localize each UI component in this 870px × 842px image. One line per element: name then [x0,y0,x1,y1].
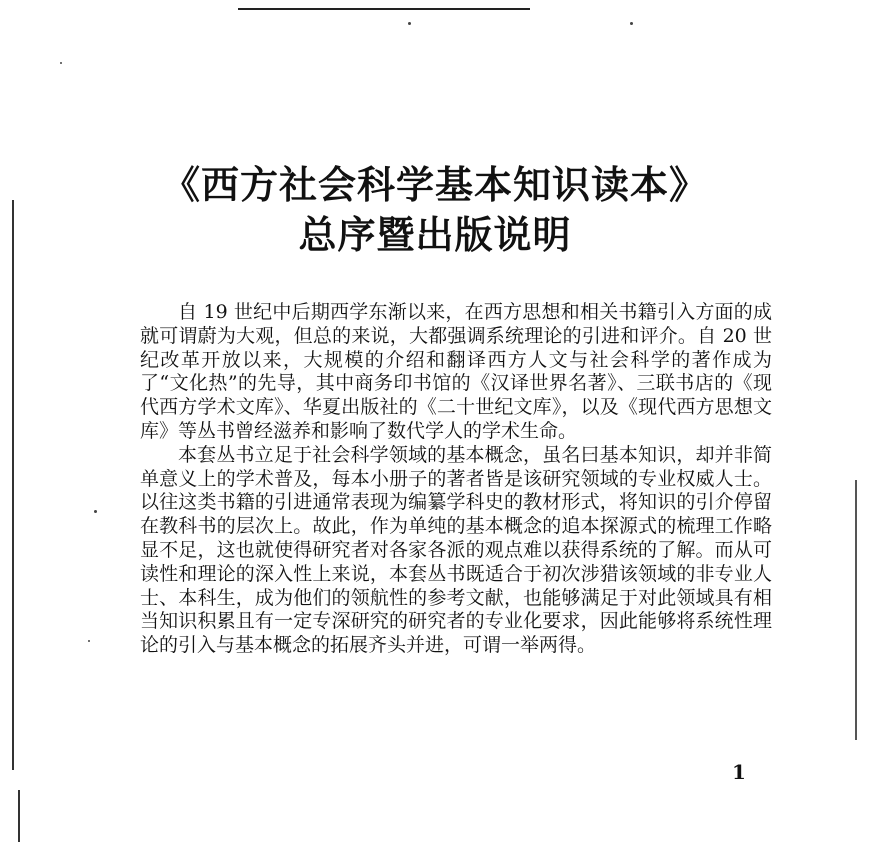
scan-top-rule [238,8,530,10]
scan-right-edge [855,480,857,740]
scan-speck [88,640,90,642]
scan-speck [408,22,411,25]
paragraph-2: 本套丛书立足于社会科学领域的基本概念，虽名曰基本知识，却并非简单意义上的学术普及，每本小册子的著者皆是该研究领域的专业权威人士。以往这类书籍的引进通常表现为编纂学科史的教材形式，将知识的引介停留在教科书的层次上。故此，作为单纯的基本概念的追本探源式的梳理工作略显不足，这也就使得研究者对各家各派的观点难以获得系统的了解。而从可读性和理论的深入性上来说，本套丛书既适合于初次涉猎该领域的非专业人士、本科生，成为他们的领航性的参考文献，也能够满足于对此领域具有相当知识积累且有一定专深研究的研究者的专业化要求，因此能够将系统性理论的引入与基本概念的拓展齐头并进，可谓一举两得。 [140,443,772,657]
preface-title: 总序暨出版说明 [298,212,572,257]
title-block [0,160,870,260]
scan-speck [630,22,633,25]
paragraph-1: 自 19 世纪中后期西学东渐以来，在西方思想和相关书籍引入方面的成就可谓蔚为大观，但总的来说，大都强调系统理论的引进和评介。自 20 世纪改革开放以来，大规模的介绍和翻译西方人文与社会科学的著作成为了“文化热”的先导，其中商务印书馆的《汉译世界名著》、三联书店的《现代西方学术文库》、华夏出版社的《二十世纪文库》，以及《现代西方思想文库》等丛书曾经滋养和影响了数代学人的学术生命。 [140,301,772,442]
book-series-title: 《西方社会科学基本知识读本》 [161,162,708,207]
scan-speck [94,510,97,513]
scan-speck [60,62,62,64]
page-number: 1 [732,760,746,784]
scan-left-edge-lower [18,790,20,842]
scan-left-edge [12,200,14,770]
body-text [140,301,772,658]
